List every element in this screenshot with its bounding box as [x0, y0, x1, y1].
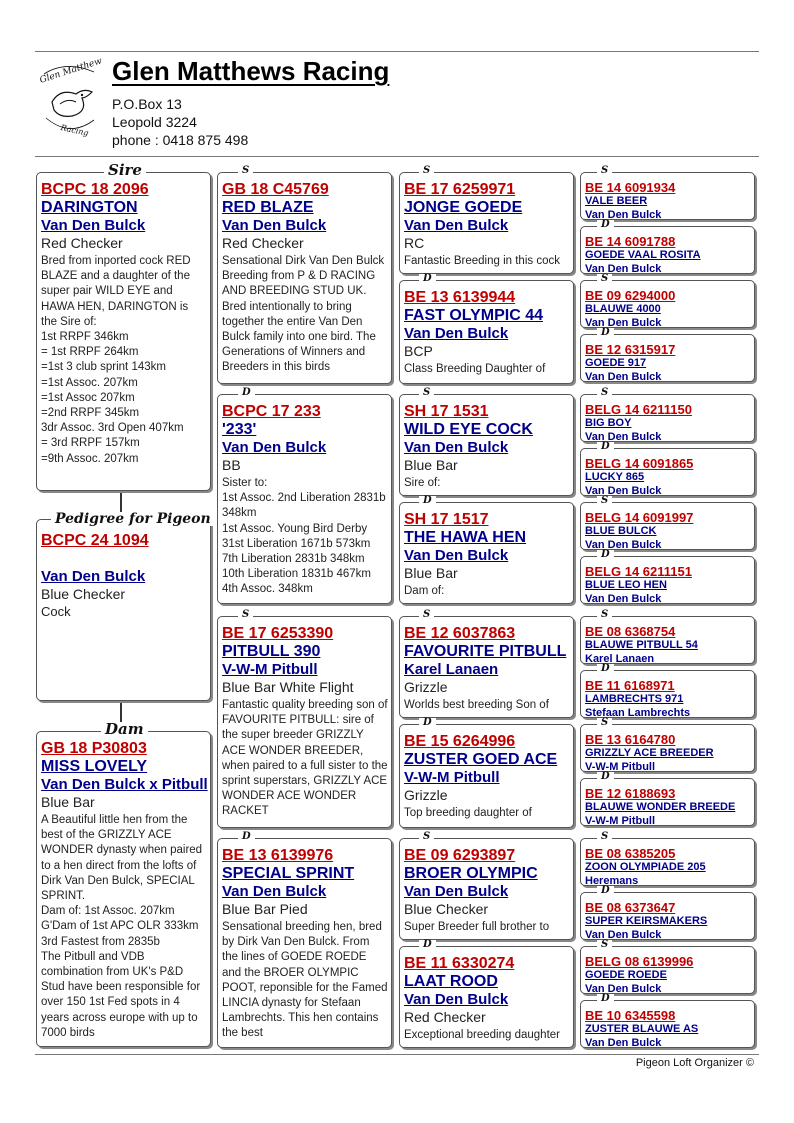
breeder-name: V-W-M Pitbull — [585, 760, 656, 772]
pigeon-name: RED BLAZE — [222, 199, 314, 216]
ring-number: BE 08 6385205 — [585, 846, 676, 861]
breeder-name: Van Den Bulck — [404, 217, 509, 234]
ring-number: SH 17 1517 — [404, 511, 489, 528]
pigeon-color: Blue Bar — [404, 457, 458, 473]
dam-marker: D — [597, 994, 614, 1004]
ring-number: BELG 14 6211151 — [585, 564, 692, 579]
pigeon-color: Blue Bar Pied — [222, 901, 308, 917]
grandsire-box[interactable] — [217, 172, 392, 384]
dam-marker: D — [597, 772, 614, 782]
breeder-name: Van Den Bulck — [585, 430, 662, 442]
sire-label: Sire — [104, 163, 146, 178]
pigeon-name: ZOON OLYMPIADE 205 — [585, 861, 706, 873]
pigeon-notes: A Beautiful little hen from the best of the GRIZZLY ACE WONDER dynasty when paired to a hen direct from the lofts of Dirk Van Den Bulck, SPECIAL SPRINT. Dam of: 1st Assoc. 207km G'Dam of 1st APC OLR 333km 3rd Fastest from 2835b The Pitbull and VDB combination from UK's P&D Stud have been responsible for over 150 1st Fed spots in 4 years across europe with up to 7000 birds — [41, 814, 203, 1039]
ancestor-box[interactable] — [399, 838, 574, 940]
breeder-name: Van Den Bulck — [404, 883, 509, 900]
ancestor-box[interactable] — [580, 280, 755, 328]
pigeon-name: FAST OLYMPIC 44 — [404, 307, 543, 324]
pigeon-color: Red Checker — [222, 235, 304, 251]
dam-label: Dam — [101, 722, 148, 737]
ancestor-box[interactable] — [399, 172, 574, 274]
ancestor-box[interactable] — [580, 448, 755, 496]
ring-number: BE 14 6091934 — [585, 180, 676, 195]
sire-marker: S — [419, 832, 434, 842]
pigeon-name: BLAUWE PITBULL 54 — [585, 639, 698, 651]
ring-number: BE 09 6294000 — [585, 288, 676, 303]
breeder-name: Van Den Bulck — [585, 982, 662, 994]
sire-box[interactable] — [36, 172, 211, 491]
pigeon-name: '233' — [222, 421, 257, 438]
address-line: P.O.Box 13 — [112, 96, 182, 112]
pedigree-for-label: Pedigree for Pigeon — [51, 512, 215, 526]
dam-marker: D — [597, 550, 614, 560]
breeder-name: Van Den Bulck — [222, 217, 327, 234]
pigeon-notes: Exceptional breeding daughter — [404, 1029, 561, 1041]
pigeon-name: LAMBRECHTS 971 — [585, 693, 684, 705]
subject-box[interactable] — [36, 519, 211, 701]
pigeon-color: Grizzle — [404, 787, 448, 803]
ring-number: BCPC 17 233 — [222, 403, 321, 420]
pigeon-color: BCP — [404, 343, 433, 359]
pigeon-name: GOEDE 917 — [585, 357, 647, 369]
dam-marker: D — [597, 664, 614, 674]
ancestor-box[interactable] — [580, 946, 755, 994]
ring-number: BE 09 6293897 — [404, 847, 516, 864]
pigeon-name: BROER OLYMPIC — [404, 865, 538, 882]
breeder-name: Heremans — [585, 874, 639, 886]
pigeon-name: THE HAWA HEN — [404, 529, 527, 546]
pigeon-color: BB — [222, 457, 241, 473]
pigeon-name: LUCKY 865 — [585, 471, 645, 483]
dam-box[interactable] — [36, 731, 211, 1047]
ring-number: BE 08 6368754 — [585, 624, 676, 639]
pigeon-name: GOEDE ROEDE — [585, 969, 667, 981]
pigeon-notes: Fantastic quality breeding son of FAVOURITE PITBULL: sire of the super breeder GRIZZLY ACE WONDER BREEDER, when paired to a full sister to the sprint superstars, GRIZZLY ACE WONDER ACE WONDER RACKET — [222, 699, 391, 818]
ancestor-box[interactable] — [580, 556, 755, 604]
pigeon-name: ZUSTER BLAUWE AS — [585, 1023, 699, 1035]
ring-number: BE 13 6164780 — [585, 732, 676, 747]
ring-number: BELG 14 6211150 — [585, 402, 692, 417]
breeder-name: Van Den Bulck — [404, 325, 509, 342]
ring-number: BE 17 6253390 — [222, 625, 334, 642]
pigeon-name: PITBULL 390 — [222, 643, 321, 660]
pigeon-name: BLUE BULCK — [585, 525, 657, 537]
pigeon-notes: Sensational Dirk Van Den Bulck Breeding from P & D RACING AND BREEDING STUD UK. Bred intentionally to bring together the entire Van Den Bulck family into one bird. The Generations of Winners and Breeders in this birds — [222, 255, 388, 374]
ancestor-box[interactable] — [399, 616, 574, 718]
pigeon-name: SUPER KEIRSMAKERS — [585, 915, 708, 927]
pigeon-name: GOEDE VAAL ROSITA — [585, 249, 701, 261]
page-title: Glen Matthews Racing — [112, 56, 390, 86]
pigeon-color: Blue Checker — [404, 901, 489, 917]
pigeon-notes: Sister to: 1st Assoc. 2nd Liberation 2831b 348km 1st Assoc. Young Bird Derby 31st Liberation 1671b 573km 7th Liberation 2831b 348km 10th Liberation 1831b 467km 4th Assoc. 348km — [222, 477, 386, 596]
breeder-name: Van Den Bulck — [585, 592, 662, 604]
dam-marker: D — [419, 940, 436, 950]
ring-number: BELG 14 6091865 — [585, 456, 694, 471]
pigeon-sex: Cock — [41, 604, 71, 619]
ring-number: BE 11 6168971 — [585, 678, 675, 693]
dam-marker: D — [597, 886, 614, 896]
breeder-name: V-W-M Pitbull — [404, 769, 500, 786]
breeder-name: Van Den Bulck — [585, 538, 662, 550]
pigeon-notes: Top breeding daughter of — [404, 807, 532, 819]
sire-marker: S — [238, 166, 253, 176]
pigeon-color: RC — [404, 235, 425, 251]
breeder-name: Van Den Bulck — [222, 883, 327, 900]
breeder-name: Van Den Bulck — [404, 547, 509, 564]
pigeon-notes: Sensational breeding hen, bred by Dirk Van Den Bulck. From the lines of GOEDE ROEDE and the BROER OLYMPIC POOT, reponsible for the Famed LINCIA dynasty for Stefaan Lambrechts. This hen contains the best — [222, 921, 391, 1040]
breeder-name: Karel Lanaen — [404, 661, 499, 678]
pigeon-name: WILD EYE COCK — [404, 421, 533, 438]
pigeon-name: BIG BOY — [585, 417, 632, 429]
pigeon-color: Grizzle — [404, 679, 448, 695]
logo — [36, 58, 102, 140]
breeder-name: Van Den Bulck — [585, 928, 662, 940]
ring-number: BE 08 6373647 — [585, 900, 676, 915]
sire-marker: S — [419, 388, 434, 398]
pigeon-color: Blue Bar — [404, 565, 458, 581]
breeder-name: V-W-M Pitbull — [585, 814, 656, 826]
ring-number: BE 15 6264996 — [404, 733, 516, 750]
breeder-name: Van Den Bulck — [585, 484, 662, 496]
ring-number: BE 12 6315917 — [585, 342, 676, 357]
footer-rule — [35, 1054, 759, 1055]
ancestor-box[interactable] — [580, 1000, 755, 1048]
pigeon-color: Blue Bar White Flight — [222, 679, 354, 695]
pigeon-name: VALE BEER — [585, 195, 648, 207]
granddam-box[interactable] — [217, 394, 392, 604]
sire-marker: S — [238, 610, 253, 620]
dam-marker: D — [597, 442, 614, 452]
svg-text:Glen Matthews: Glen Matthews — [38, 58, 102, 86]
pigeon-name: SPECIAL SPRINT — [222, 865, 355, 882]
sire-marker: S — [419, 610, 434, 620]
pigeon-name — [41, 550, 207, 568]
breeder-name: Van Den Bulck — [585, 316, 662, 328]
pigeon-notes: Sire of: — [404, 477, 441, 489]
pigeon-color: Red Checker — [404, 1009, 486, 1025]
breeder-name: Van Den Bulck — [585, 208, 662, 220]
breeder-name: Van Den Bulck — [585, 370, 662, 382]
header-rule — [35, 156, 759, 157]
breeder-name: Stefaan Lambrechts — [585, 706, 691, 718]
ring-number: BCPC 18 2096 — [41, 181, 149, 198]
dam-marker: D — [419, 496, 436, 506]
pigeon-name: ZUSTER GOED ACE — [404, 751, 558, 768]
sire-marker: S — [419, 166, 434, 176]
ring-number: BELG 08 6139996 — [585, 954, 694, 969]
ring-number: BE 13 6139976 — [222, 847, 334, 864]
footer-credit: Pigeon Loft Organizer © — [635, 1057, 754, 1069]
top-rule — [35, 51, 759, 52]
breeder-name: Karel Lanaen — [585, 652, 655, 664]
ancestor-box[interactable] — [580, 778, 755, 826]
sire-marker: S — [597, 718, 612, 728]
breeder-name: Van Den Bulck — [222, 439, 327, 456]
granddam-box[interactable] — [217, 838, 392, 1048]
pigeon-name: BLAUWE 4000 — [585, 303, 661, 315]
ring-number: BE 13 6139944 — [404, 289, 516, 306]
pigeon-name: BLUE LEO HEN — [585, 579, 667, 591]
sire-marker: S — [597, 610, 612, 620]
ring-number: BE 17 6259971 — [404, 181, 516, 198]
pigeon-color: Blue Bar — [41, 794, 95, 810]
breeder-name: V-W-M Pitbull — [222, 661, 318, 678]
ring-number: BELG 14 6091997 — [585, 510, 694, 525]
ancestor-box[interactable] — [580, 670, 755, 718]
breeder-name: Van Den Bulck — [41, 217, 146, 234]
breeder-name: Van Den Bulck — [41, 568, 146, 585]
dam-marker: D — [419, 718, 436, 728]
pigeon-color: Red Checker — [41, 235, 123, 251]
sire-marker: S — [597, 274, 612, 284]
pigeon-notes: Dam of: — [404, 585, 445, 597]
ring-number: BE 14 6091788 — [585, 234, 676, 249]
sire-marker: S — [597, 832, 612, 842]
ancestor-box[interactable] — [580, 172, 755, 220]
pigeon-notes: Worlds best breeding Son of — [404, 699, 549, 711]
ancestor-box[interactable] — [580, 724, 755, 772]
pigeon-name: DARINGTON — [41, 199, 138, 216]
pigeon-notes: Class Breeding Daughter of — [404, 363, 546, 375]
breeder-name: Van Den Bulck — [585, 1036, 662, 1048]
pigeon-notes: Fantastic Breeding in this cock — [404, 255, 560, 267]
ancestor-box[interactable] — [399, 946, 574, 1048]
dam-marker: D — [597, 220, 614, 230]
dam-marker: D — [419, 274, 436, 284]
dam-marker: D — [238, 832, 255, 842]
pigeon-name: GRIZZLY ACE BREEDER — [585, 747, 714, 759]
breeder-name: Van Den Bulck x Pitbull — [41, 776, 208, 793]
pigeon-name: FAVOURITE PITBULL — [404, 643, 567, 660]
ancestor-box[interactable] — [399, 280, 574, 384]
ring-number: GB 18 C45769 — [222, 181, 329, 198]
breeder-name: Van Den Bulck — [404, 439, 509, 456]
pigeon-name: MISS LOVELY — [41, 758, 148, 775]
address-line: Leopold 3224 — [112, 114, 197, 130]
ancestor-box[interactable] — [399, 502, 574, 604]
ancestor-box[interactable] — [580, 838, 755, 886]
sire-marker: S — [597, 940, 612, 950]
pigeon-notes: Bred from inported cock RED BLAZE and a daughter of the super pair WILD EYE and HAWA HEN, DARINGTON is the Sire of: 1st RRPF 346km = 1st RRPF 264km =1st 3 club sprint 143km =1st Assoc. 207km =1st Assoc 207km =2nd RRPF 345km 3dr Assoc. 3rd Open 407km = 3rd RRPF 157km =9th Assoc. 207km — [41, 255, 191, 465]
pigeon-color: Blue Checker — [41, 586, 126, 602]
ancestor-box[interactable] — [580, 394, 755, 442]
dam-marker: D — [597, 328, 614, 338]
ring-number: GB 18 P30803 — [41, 740, 147, 757]
sire-marker: S — [597, 496, 612, 506]
sire-marker: S — [597, 388, 612, 398]
ancestor-box[interactable] — [580, 502, 755, 550]
ring-number: BE 10 6345598 — [585, 1008, 676, 1023]
pigeon-name: JONGE GOEDE — [404, 199, 523, 216]
sire-marker: S — [597, 166, 612, 176]
ancestor-box[interactable] — [580, 334, 755, 382]
ring-number: BE 12 6037863 — [404, 625, 516, 642]
ring-number: BE 11 6330274 — [404, 955, 515, 972]
phone-line: phone : 0418 875 498 — [112, 132, 249, 148]
pigeon-name: BLAUWE WONDER BREEDE — [585, 801, 736, 813]
dam-marker: D — [238, 388, 255, 398]
ring-number: BE 12 6188693 — [585, 786, 676, 801]
ancestor-box[interactable] — [399, 394, 574, 496]
ancestor-box[interactable] — [580, 616, 755, 664]
ancestor-box[interactable] — [580, 226, 755, 274]
pigeon-notes: Super Breeder full brother to — [404, 921, 550, 933]
ring-number: BCPC 24 1094 — [41, 532, 149, 549]
breeder-name: Van Den Bulck — [585, 262, 662, 274]
breeder-name: Van Den Bulck — [404, 991, 509, 1008]
ancestor-box[interactable] — [399, 724, 574, 828]
ring-number: SH 17 1531 — [404, 403, 489, 420]
grandsire-box[interactable] — [217, 616, 392, 828]
svg-text:Racing: Racing — [59, 123, 90, 138]
ancestor-box[interactable] — [580, 892, 755, 940]
pigeon-name: LAAT ROOD — [404, 973, 498, 990]
